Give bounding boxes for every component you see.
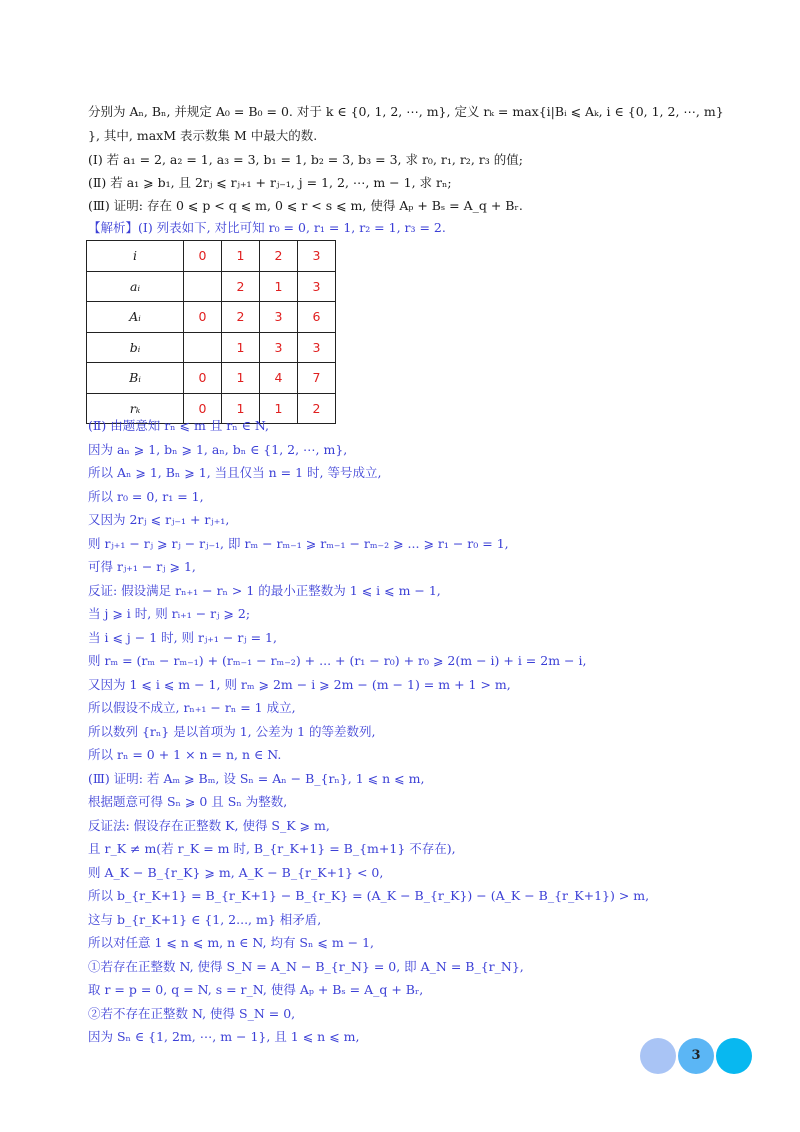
table-row bbox=[87, 363, 336, 394]
table-cell: 0 bbox=[184, 363, 222, 394]
solution-line: 当 j ⩾ i 时, 则 rᵢ₊₁ − rⱼ ⩾ 2; bbox=[88, 606, 251, 621]
table-cell: 3 bbox=[298, 241, 336, 272]
table-row-header: Bᵢ bbox=[87, 363, 184, 394]
solution-tag: 【解析】 bbox=[88, 220, 139, 235]
solution-part-1-intro: (Ⅰ) 列表如下, 对比可知 r₀ = 0, r₁ = 1, r₂ = 1, r₃ = 2. bbox=[138, 220, 446, 235]
page-circle-right bbox=[716, 1038, 752, 1074]
solution-table bbox=[86, 240, 336, 424]
page-circle-left bbox=[640, 1038, 676, 1074]
solution-line: 根据题意可得 Sₙ ⩾ 0 且 Sₙ 为整数, bbox=[88, 794, 288, 809]
solution-line: 所以 b_{r_K+1} = B_{r_K+1} − B_{r_K} = (A_K − B_{r_K}) − (A_K − B_{r_K+1}) > m, bbox=[88, 888, 650, 903]
solution-line: 因为 aₙ ⩾ 1, bₙ ⩾ 1, aₙ, bₙ ∈ {1, 2, ⋯, m}, bbox=[88, 441, 348, 457]
table-cell: 3 bbox=[298, 332, 336, 363]
table-cell: 4 bbox=[260, 363, 298, 394]
solution-line: 则 rⱼ₊₁ − rⱼ ⩾ rⱼ − rⱼ₋₁, 即 rₘ − rₘ₋₁ ⩾ rₘ₋₁ − rₘ₋₂ ⩾ ... ⩾ r₁ − r₀ = 1, bbox=[88, 535, 509, 551]
solution-line: 又因为 2rⱼ ⩽ rⱼ₋₁ + rⱼ₊₁, bbox=[88, 512, 230, 527]
solution-line: (Ⅲ) 证明: 若 Aₘ ⩾ Bₘ, 设 Sₙ = Aₙ − B_{rₙ}, 1 ⩽ n ⩽ m, bbox=[88, 770, 425, 786]
table-cell: 1 bbox=[260, 393, 298, 424]
table-row bbox=[87, 302, 336, 333]
table-cell: 2 bbox=[222, 302, 260, 333]
page-number-badge bbox=[640, 1038, 756, 1076]
solution-line: 这与 b_{r_K+1} ∈ {1, 2..., m} 相矛盾, bbox=[88, 911, 322, 927]
solution-line: 反证法: 假设存在正整数 K, 使得 S_K ⩾ m, bbox=[88, 817, 330, 833]
table-cell: 1 bbox=[260, 271, 298, 302]
table-row bbox=[87, 241, 336, 272]
table-row-header: Aᵢ bbox=[87, 302, 184, 333]
table-row-header: rₖ bbox=[87, 393, 184, 424]
table-cell: 2 bbox=[260, 241, 298, 272]
solution-line: 可得 rⱼ₊₁ − rⱼ ⩾ 1, bbox=[88, 559, 196, 574]
table-row-header: bᵢ bbox=[87, 332, 184, 363]
table-row-header: aᵢ bbox=[87, 271, 184, 302]
solution-line: (Ⅱ) 由题意知 rₙ ⩽ m 且 rₙ ∈ N, bbox=[88, 418, 269, 433]
table-row-header: i bbox=[87, 241, 184, 272]
solution-intro bbox=[88, 218, 446, 236]
table-cell: 2 bbox=[298, 393, 336, 424]
solution-line: 则 rₘ = (rₘ − rₘ₋₁) + (rₘ₋₁ − rₘ₋₂) + ... + (r₁ − r₀) + r₀ ⩾ 2(m − i) + i = 2m − i, bbox=[88, 653, 587, 668]
solution-line: 所以 r₀ = 0, r₁ = 1, bbox=[88, 488, 204, 504]
table-cell: 3 bbox=[260, 302, 298, 333]
solution-line: 则 A_K − B_{r_K} ⩾ m, A_K − B_{r_K+1} < 0, bbox=[88, 864, 384, 880]
solution-line: 所以数列 {rₙ} 是以首项为 1, 公差为 1 的等差数列, bbox=[88, 723, 376, 739]
table-cell: 1 bbox=[222, 241, 260, 272]
table-cell: 0 bbox=[184, 241, 222, 272]
question-intro-line-2: }, 其中, maxM 表示数集 M 中最大的数. bbox=[88, 128, 318, 143]
table-row bbox=[87, 332, 336, 363]
solution-line: 且 r_K ≠ m(若 r_K = m 时, B_{r_K+1} = B_{m+1} 不存在), bbox=[88, 841, 456, 856]
solution-line: 当 i ⩽ j − 1 时, 则 rⱼ₊₁ − rⱼ = 1, bbox=[88, 629, 277, 645]
table-cell: 7 bbox=[298, 363, 336, 394]
question-part-1: (Ⅰ) 若 a₁ = 2, a₂ = 1, a₃ = 3, b₁ = 1, b₂ = 3, b₃ = 3, 求 r₀, r₁, r₂, r₃ 的值; bbox=[88, 152, 523, 167]
table-cell: 1 bbox=[222, 363, 260, 394]
table-cell: 0 bbox=[184, 393, 222, 424]
solution-line: 取 r = p = 0, q = N, s = r_N, 使得 Aₚ + Bₛ = A_q + Bᵣ, bbox=[88, 982, 424, 997]
solution-line: 反证: 假设满足 rₙ₊₁ − rₙ > 1 的最小正整数为 1 ⩽ i ⩽ m − 1, bbox=[88, 582, 441, 598]
table-cell: 3 bbox=[260, 332, 298, 363]
table-cell: 1 bbox=[222, 332, 260, 363]
solution-line: 所以 Aₙ ⩾ 1, Bₙ ⩾ 1, 当且仅当 n = 1 时, 等号成立, bbox=[88, 465, 382, 480]
question-part-3: (Ⅲ) 证明: 存在 0 ⩽ p < q ⩽ m, 0 ⩽ r < s ⩽ m, 使得 Aₚ + Bₛ = A_q + Bᵣ. bbox=[88, 198, 523, 213]
solution-line: 所以假设不成立, rₙ₊₁ − rₙ = 1 成立, bbox=[88, 700, 296, 715]
table-cell: 2 bbox=[222, 271, 260, 302]
table-cell bbox=[184, 332, 222, 363]
table-cell bbox=[184, 271, 222, 302]
solution-line: 所以 rₙ = 0 + 1 × n = n, n ∈ N. bbox=[88, 747, 282, 762]
solution-line: 又因为 1 ⩽ i ⩽ m − 1, 则 rₘ ⩾ 2m − i ⩾ 2m − (m − 1) = m + 1 > m, bbox=[88, 676, 511, 692]
table-cell: 1 bbox=[222, 393, 260, 424]
solution-line: 因为 Sₙ ∈ {1, 2m, ⋯, m − 1}, 且 1 ⩽ n ⩽ m, bbox=[88, 1029, 360, 1044]
question-part-2: (Ⅱ) 若 a₁ ⩾ b₁, 且 2rⱼ ⩽ rⱼ₊₁ + rⱼ₋₁, j = 1, 2, ⋯, m − 1, 求 rₙ; bbox=[88, 175, 452, 190]
solution-line: 所以对任意 1 ⩽ n ⩽ m, n ∈ N, 均有 Sₙ ⩽ m − 1, bbox=[88, 935, 375, 950]
table-cell: 0 bbox=[184, 302, 222, 333]
table-cell: 6 bbox=[298, 302, 336, 333]
table-row bbox=[87, 271, 336, 302]
page-number: 3 bbox=[691, 1048, 701, 1063]
question-intro-line-1: 分别为 Aₙ, Bₙ, 并规定 A₀ = B₀ = 0. 对于 k ∈ {0, 1, 2, ⋯, m}, 定义 rₖ = max{i|Bᵢ ⩽ Aₖ, i ∈ {0, 1, 2, ⋯, m} bbox=[88, 104, 724, 119]
table-cell: 3 bbox=[298, 271, 336, 302]
solution-line: ①若存在正整数 N, 使得 S_N = A_N − B_{r_N} = 0, 即 A_N = B_{r_N}, bbox=[88, 958, 524, 974]
solution-line: ②若不存在正整数 N, 使得 S_N = 0, bbox=[88, 1005, 296, 1021]
